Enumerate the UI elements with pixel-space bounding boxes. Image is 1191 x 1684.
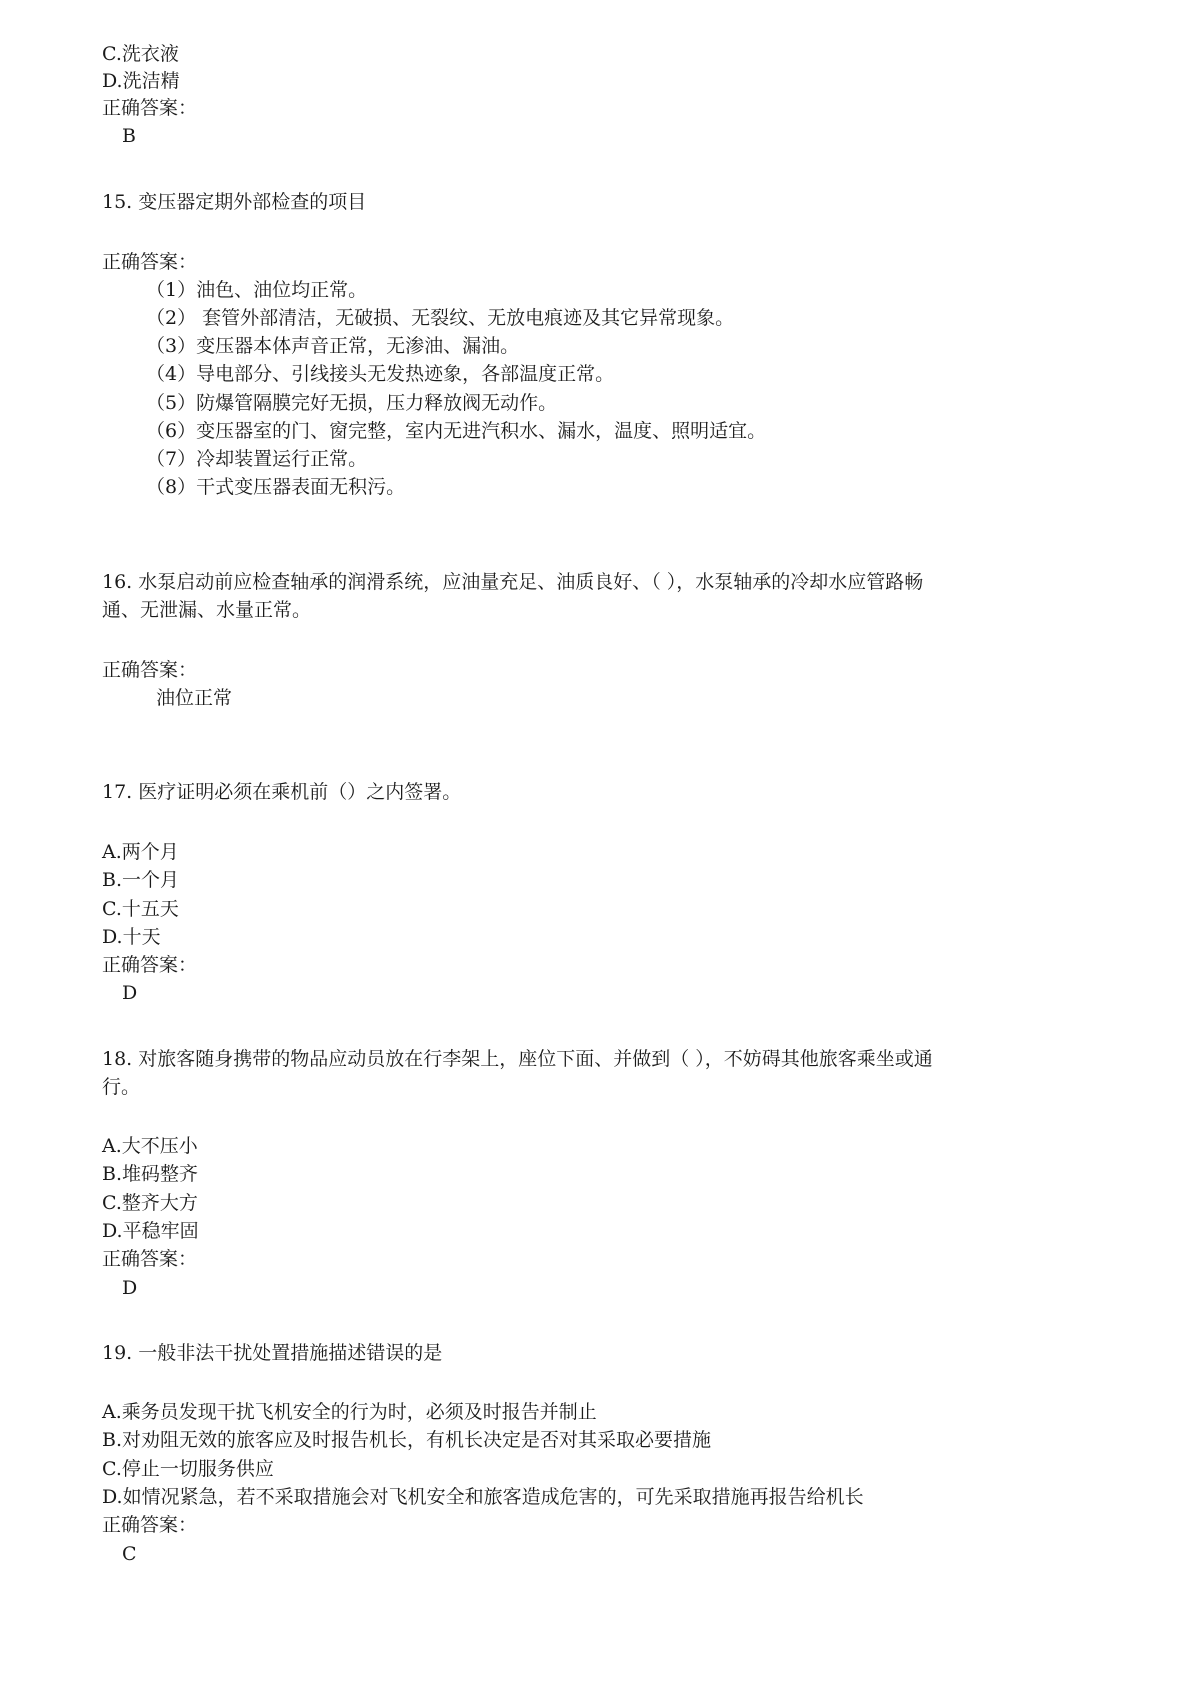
q16-question-line2: 通、无泄漏、水量正常。: [102, 599, 312, 621]
q15-question: 15. 变压器定期外部检查的项目: [102, 191, 367, 213]
q17-option-b: B.一个月: [102, 869, 180, 891]
q15-answer-line: （1）油色、油位均正常。: [146, 279, 368, 301]
q19-option-d: D.如情况紧急，若不采取措施会对飞机安全和旅客造成危害的，可先采取措施再报告给机长: [102, 1486, 864, 1508]
q16-question-line1: 16. 水泵启动前应检查轴承的润滑系统，应油量充足、油质良好、（ ），水泵轴承的冷却水应管路畅: [102, 571, 924, 593]
q17-option-c: C.十五天: [102, 898, 179, 920]
q17-option-a: A.两个月: [102, 841, 179, 863]
q15-answer-line: （3）变压器本体声音正常，无渗油、漏油。: [146, 335, 520, 357]
q19-answer: C: [122, 1543, 137, 1565]
q17-answer: D: [122, 982, 138, 1004]
q19-answer-label: 正确答案：: [102, 1514, 198, 1536]
q18-answer: D: [122, 1277, 138, 1299]
q15-answer-line: （8）干式变压器表面无积污。: [146, 476, 406, 498]
q19-option-a: A.乘务员发现干扰飞机安全的行为时，必须及时报告并制止: [102, 1401, 597, 1423]
q16-answer: 油位正常: [156, 687, 233, 709]
q17-answer-label: 正确答案：: [102, 954, 198, 976]
q18-option-c: C.整齐大方: [102, 1192, 198, 1214]
q17-option-d: D.十天: [102, 926, 161, 948]
q15-answer-line: （4）导电部分、引线接头无发热迹象，各部温度正常。: [146, 363, 615, 385]
q18-question-line1: 18. 对旅客随身携带的物品应动员放在行李架上，座位下面、并做到（ ），不妨碍其他旅客乘坐或通: [102, 1048, 933, 1070]
q18-answer-label: 正确答案：: [102, 1248, 198, 1270]
q17-question: 17. 医疗证明必须在乘机前（）之内签署。: [102, 781, 462, 803]
q14-answer: B: [122, 125, 136, 147]
q15-answer-line: （6）变压器室的门、窗完整，室内无进汽积水、漏水，温度、照明适宜。: [146, 420, 767, 442]
q15-answer-line: （7）冷却装置运行正常。: [146, 448, 368, 470]
q19-option-c: C.停止一切服务供应: [102, 1458, 274, 1480]
q16-answer-label: 正确答案：: [102, 659, 198, 681]
q14-option-d: D.洗洁精: [102, 70, 180, 92]
q19-option-b: B.对劝阻无效的旅客应及时报告机长，有机长决定是否对其采取必要措施: [102, 1429, 712, 1451]
q19-question: 19. 一般非法干扰处置措施描述错误的是: [102, 1342, 443, 1364]
q14-answer-label: 正确答案：: [102, 97, 198, 119]
q18-option-a: A.大不压小: [102, 1135, 198, 1157]
q18-option-b: B.堆码整齐: [102, 1163, 199, 1185]
q15-answer-line: （5）防爆管隔膜完好无损，压力释放阀无动作。: [146, 392, 558, 414]
q18-option-d: D.平稳牢固: [102, 1220, 199, 1242]
q15-answer-label: 正确答案：: [102, 251, 198, 273]
q14-option-c: C.洗衣液: [102, 43, 179, 65]
q18-question-line2: 行。: [102, 1076, 141, 1098]
q15-answer-line: （2） 套管外部清洁，无破损、无裂纹、无放电痕迹及其它异常现象。: [146, 307, 735, 329]
